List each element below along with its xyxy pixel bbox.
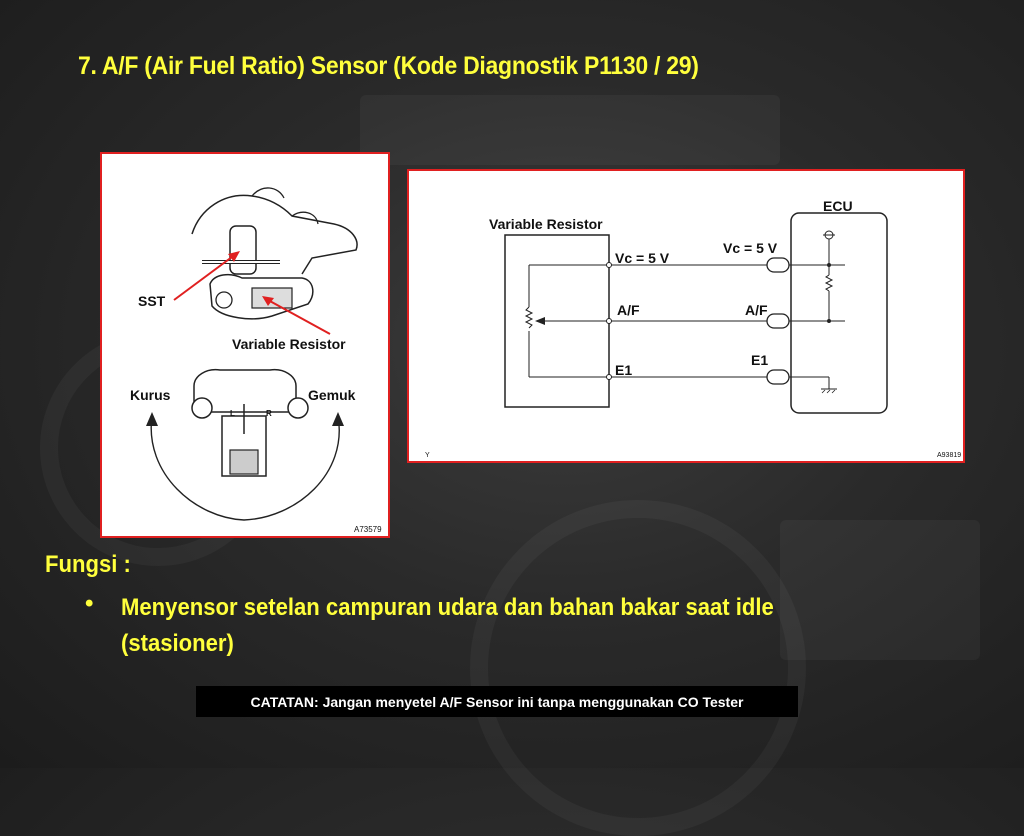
variable-resistor-label: Variable Resistor <box>232 336 346 352</box>
sst-label: SST <box>138 293 166 309</box>
e1-label-sensor: E1 <box>615 362 633 378</box>
bullet-icon: • <box>85 590 94 617</box>
ecu-connector-e1 <box>767 370 789 384</box>
ecu-label: ECU <box>823 198 853 214</box>
caution-note-text: CATATAN: Jangan menyetel A/F Sensor ini tanpa menggunakan CO Tester <box>250 693 744 710</box>
vc-label-ecu: Vc = 5 V <box>723 240 778 256</box>
r-label: R <box>266 409 272 418</box>
function-bullet <box>85 590 925 662</box>
background-engine-block <box>360 95 780 165</box>
figure-id-left: A73579 <box>354 525 382 534</box>
ecu-connector-af <box>767 314 789 328</box>
background-engine-ring <box>470 500 806 836</box>
circuit-variable-resistor-label: Variable Resistor <box>489 216 603 232</box>
kurus-label: Kurus <box>130 387 171 403</box>
circuit-diagram <box>409 171 963 461</box>
slide-title: 7. A/F (Air Fuel Ratio) Sensor (Kode Diagnostik P1130 / 29) <box>78 52 699 80</box>
l-label: L <box>230 409 235 418</box>
ecu-connector-vc <box>767 258 789 272</box>
sensor-terminal-e1 <box>607 375 612 380</box>
sensor-illustration <box>102 154 388 536</box>
corner-mark: Y <box>425 452 430 459</box>
function-heading: Fungsi : <box>45 551 131 578</box>
circuit-diagram-panel <box>407 169 965 463</box>
sensor-terminal-af <box>607 319 612 324</box>
function-bullet-text: Menyensor setelan campuran udara dan bahan bakar saat idle (stasioner) <box>121 594 774 657</box>
sensor-illustration-panel <box>100 152 390 538</box>
figure-id-right: A93819 <box>937 452 962 459</box>
sst-tool-drawing <box>230 226 256 274</box>
af-label-ecu: A/F <box>745 302 768 318</box>
sensor-terminal-vc <box>607 263 612 268</box>
vc-label-sensor: Vc = 5 V <box>615 250 670 266</box>
gemuk-label: Gemuk <box>308 387 356 403</box>
af-label-sensor: A/F <box>617 302 640 318</box>
rich-arrow-head <box>332 412 344 426</box>
e1-label-ecu: E1 <box>751 352 769 368</box>
ecu-box <box>791 213 887 413</box>
lean-arrow-head <box>146 412 158 426</box>
caution-note <box>196 686 798 717</box>
